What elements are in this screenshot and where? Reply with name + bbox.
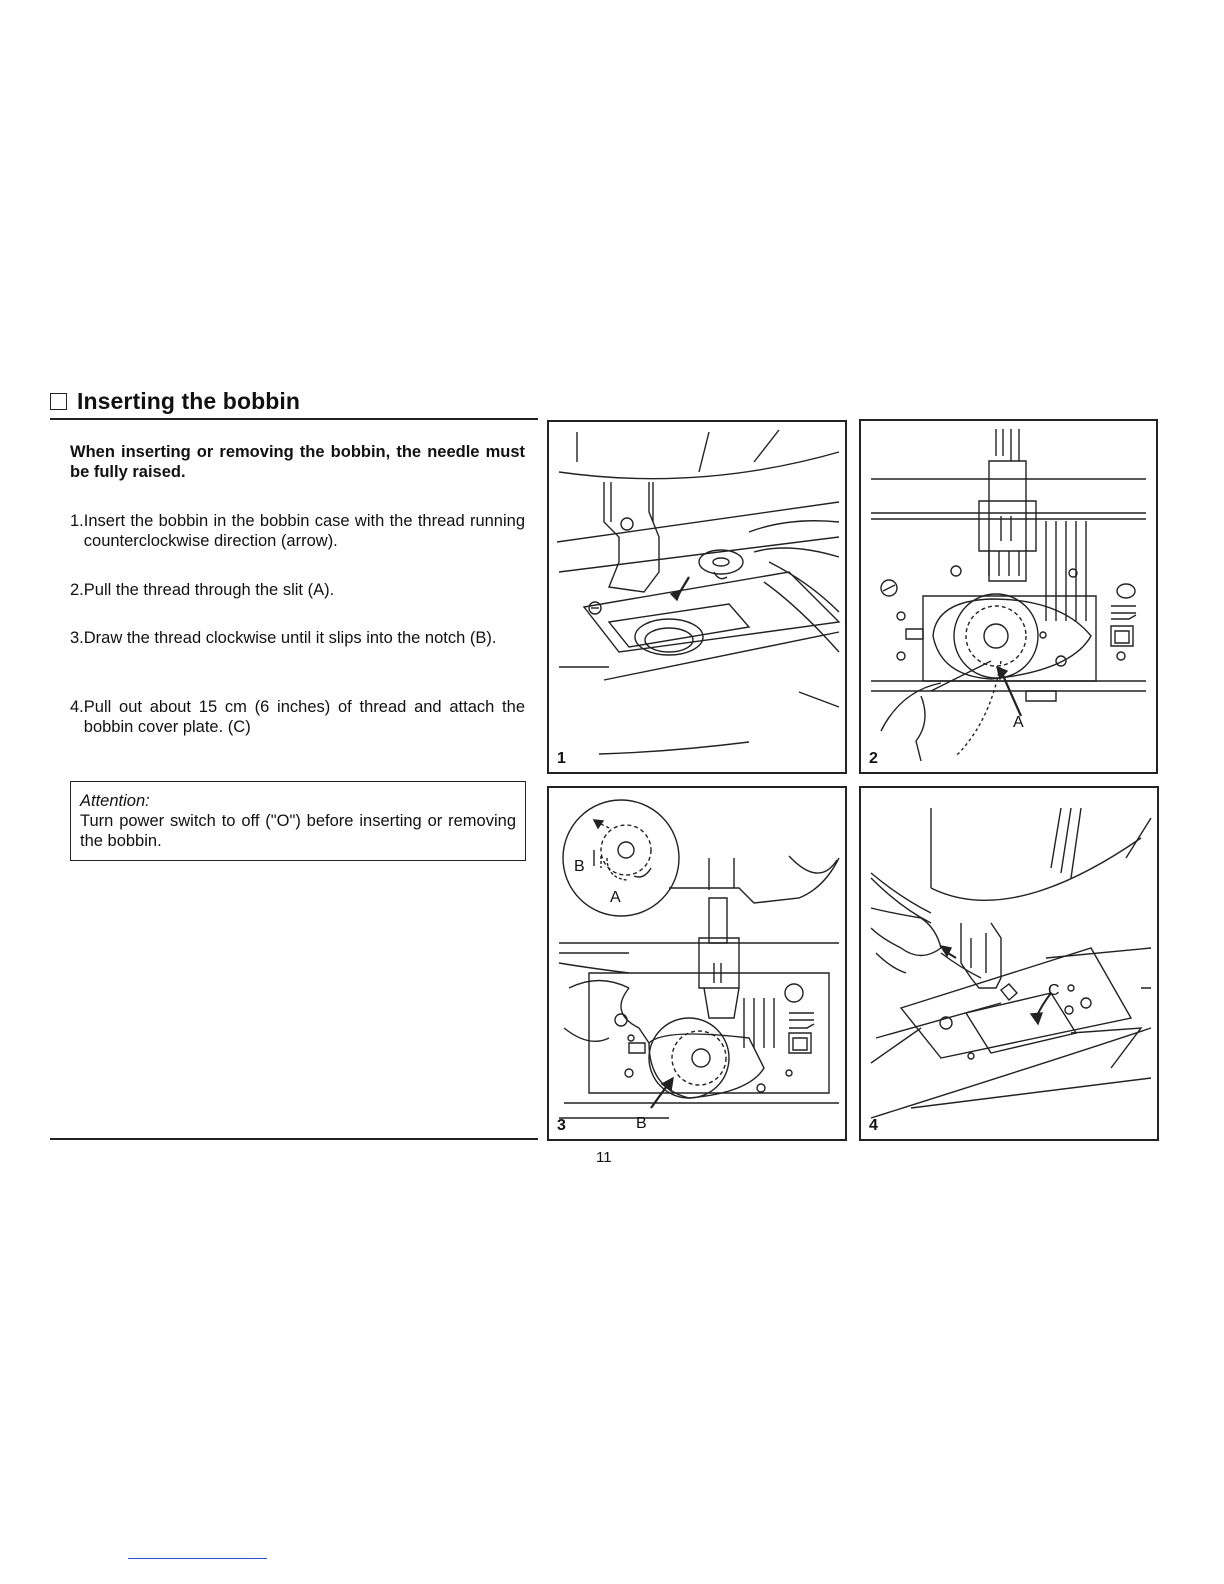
page-number: 11 (596, 1149, 612, 1166)
step-number: 2. (70, 581, 84, 599)
attention-title: Attention: (80, 792, 150, 810)
figure-2-illustration (861, 421, 1156, 772)
bottom-rule (50, 1138, 538, 1140)
top-rule (50, 418, 538, 420)
figure-number: 2 (869, 750, 878, 767)
inset-label-b: B (574, 858, 585, 875)
section-heading (50, 386, 300, 416)
needle-warning: When inserting or removing the bobbin, the needle must be fully raised. (70, 443, 525, 481)
figure-number: 4 (869, 1117, 878, 1134)
step-text: Draw the thread clockwise until it slips into the notch (B). (83, 629, 497, 647)
attention-body: Turn power switch to off ("O") before inserting or removing the bobbin. (80, 812, 516, 850)
figure-4-panel (859, 786, 1159, 1141)
step-2 (70, 580, 525, 600)
step-text: Pull the thread through the slit (A). (83, 581, 335, 599)
label-b: B (636, 1115, 647, 1132)
label-c: C (1048, 982, 1060, 999)
step-4 (70, 697, 525, 737)
step-number: 1. (70, 512, 84, 530)
checkbox-icon (50, 393, 67, 410)
figure-1-panel (547, 420, 847, 774)
figure-4-illustration (861, 788, 1157, 1139)
step-1 (70, 511, 525, 551)
figure-3-panel (547, 786, 847, 1141)
inset-label-a: A (610, 889, 621, 906)
figure-2-panel (859, 419, 1158, 774)
figure-number: 3 (557, 1117, 566, 1134)
step-number: 3. (70, 629, 84, 647)
step-3 (70, 628, 525, 648)
attention-box (70, 781, 526, 861)
label-a: A (1013, 714, 1024, 731)
step-text: Insert the bobbin in the bobbin case with the thread running counterclockwise direction (arrow). (83, 512, 525, 550)
figure-1-illustration (549, 422, 845, 772)
footer-underline (128, 1558, 267, 1559)
step-number: 4. (70, 698, 84, 716)
figure-3-illustration (549, 788, 845, 1139)
figure-number: 1 (557, 750, 566, 767)
step-text: Pull out about 15 cm (6 inches) of thread and attach the bobbin cover plate. (C) (83, 698, 525, 736)
page-title: Inserting the bobbin (77, 387, 301, 414)
